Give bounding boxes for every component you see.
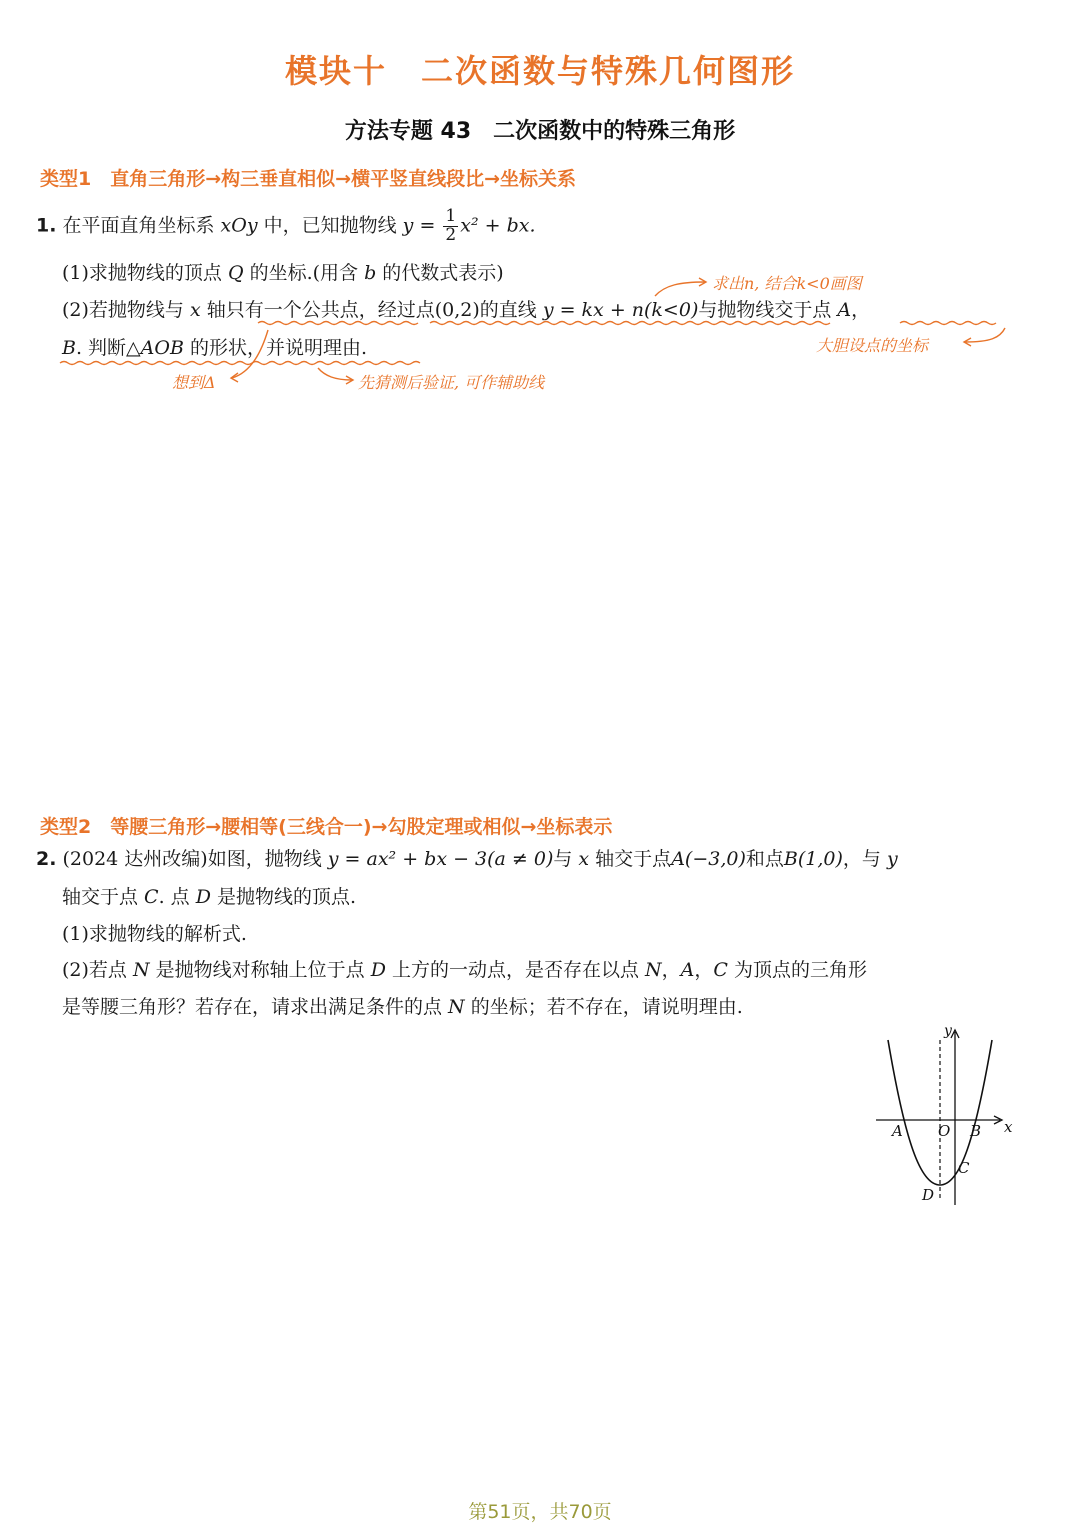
note-set-coordinates: 大胆设点的坐标: [816, 336, 929, 355]
q1-part1-e: 的代数式表示): [376, 262, 504, 284]
q1-part2-a: (2)若抛物线与: [62, 299, 190, 321]
q2-line2: [62, 886, 356, 909]
q2-part2-line2: [62, 996, 743, 1019]
page-footer: 第51页，共70页: [468, 1501, 612, 1523]
type2-heading: [40, 812, 612, 839]
q2-l2-C: C: [144, 886, 159, 908]
arrow-to-note-2: [965, 328, 1005, 342]
q2-l2-e: 是抛物线的顶点.: [210, 886, 357, 908]
q2-l1-y: y: [886, 848, 898, 870]
module-title: 模块十 二次函数与特殊几何图形: [284, 52, 795, 90]
underline-wave-3: [900, 322, 996, 325]
q2-l1-a: (2024 达州改编)如图，抛物线: [56, 848, 328, 870]
type2-text: 等腰三角形→腰相等(三线合一)→勾股定理或相似→坐标表示: [110, 816, 613, 838]
q1-part2-c: 轴只有一个公共点，经过点(0,2)的直线: [200, 299, 543, 321]
label-x: x: [1004, 1118, 1013, 1136]
q1-part2-k: 的形状，并说明理由.: [183, 337, 368, 359]
arrow-to-note-3: [232, 330, 268, 378]
note-think-delta: 想到Δ: [172, 373, 216, 392]
q2-l1-c: 与: [553, 848, 579, 870]
q1-part2-B: B: [62, 337, 76, 359]
label-y: y: [944, 1023, 952, 1039]
q1-frac-num: 1: [445, 206, 457, 226]
q1-part1-c: 的坐标.(用含: [243, 262, 365, 284]
q1-part1-b: b: [364, 262, 377, 284]
q1-number: 1.: [36, 214, 57, 237]
note-find-n: 求出n, 结合k<0画图: [712, 274, 862, 293]
label-A: A: [892, 1122, 903, 1140]
type2-label: 类型2: [40, 816, 111, 838]
q2-l1-formula: y = ax² + bx − 3(a ≠ 0): [327, 848, 554, 870]
q1-part1-a: (1)求抛物线的顶点: [62, 262, 228, 284]
q1-part2-comma: ，: [851, 299, 871, 321]
q1-part2-e: 与抛物线交于点: [698, 299, 838, 321]
q2-p2-i: ，: [694, 959, 714, 981]
method-title: 方法专题 43 二次函数中的特殊三角形: [344, 119, 736, 144]
q1-part2-i: . 判断△: [75, 337, 141, 359]
q2-l2-a: 轴交于点: [62, 886, 145, 908]
q1-stem-xoy: xOy: [220, 214, 258, 237]
arrow-to-note-4: [318, 368, 352, 380]
q1-part2-A: A: [837, 299, 852, 321]
q2-p2-l: 是等腰三角形？若存在，请求出满足条件的点: [62, 996, 449, 1018]
q2-p2-e: 上方的一动点，是否存在以点: [385, 959, 646, 981]
q2-l2-D: D: [195, 886, 211, 908]
q1-part2-AOB: AOB: [140, 337, 184, 359]
q1-part2-line-eq: y = kx + n(k<0): [542, 299, 699, 321]
q2-p2-k: 为顶点的三角形: [727, 959, 867, 981]
q2-p2-N3: N: [448, 996, 465, 1018]
q2-l2-c: . 点: [158, 886, 196, 908]
arrow-to-note-1: [655, 282, 705, 296]
q1-annotation-marks: [0, 0, 1080, 420]
q2-p2-C: C: [713, 959, 728, 981]
q2-part1: (1)求抛物线的解析式.: [62, 923, 247, 945]
q2-l1-i: ，与: [842, 848, 887, 870]
q2-p2-N: N: [132, 959, 150, 981]
q2-p2-A: A: [680, 959, 695, 981]
q2-p2-a: (2)若点: [62, 959, 133, 981]
q1-stem-eq: =: [413, 214, 442, 237]
q2-l1-e: 轴交于点: [589, 848, 672, 870]
label-O: O: [938, 1122, 951, 1140]
q2-p2-g: ，: [661, 959, 681, 981]
note-guess-verify: 先猜测后验证, 可作辅助线: [358, 373, 545, 392]
q1-stem-text2: 中，已知抛物线: [257, 214, 403, 237]
q2-l1-pointA: A(−3,0): [671, 848, 746, 870]
q2-p2-N2: N: [645, 959, 662, 981]
q1-stem-formula: x² + bx.: [460, 214, 536, 237]
type1-label: 类型1: [40, 168, 111, 190]
q1-stem-y: y: [402, 214, 414, 237]
q2-line1: [36, 848, 898, 871]
q2-parabola-figure: [860, 1020, 1030, 1220]
q2-number: 2.: [36, 848, 57, 870]
q2-p2-D: D: [370, 959, 386, 981]
underline-wave-1: [258, 322, 418, 325]
q2-l1-g: 和点: [745, 848, 784, 870]
q2-part2-line1: [62, 959, 867, 982]
q1-stem-text: 在平面直角坐标系: [56, 214, 221, 237]
q1-part1-q: Q: [227, 262, 244, 284]
label-B: B: [970, 1122, 982, 1140]
q2-p2-c: 是抛物线对称轴上位于点: [149, 959, 371, 981]
q2-l1-x: x: [578, 848, 590, 870]
q1-frac-den: 2: [445, 224, 457, 245]
q1-part2-x: x: [189, 299, 201, 321]
underline-wave-4: [60, 362, 420, 365]
underline-wave-2: [430, 322, 830, 325]
q2-p2-n: 的坐标；若不存在，请说明理由.: [464, 996, 743, 1018]
label-C: C: [958, 1159, 970, 1177]
label-D: D: [922, 1186, 935, 1204]
q2-l1-pointB: B(1,0): [783, 848, 843, 870]
type1-text: 直角三角形→构三垂直相似→横平竖直线段比→坐标关系: [110, 168, 576, 190]
